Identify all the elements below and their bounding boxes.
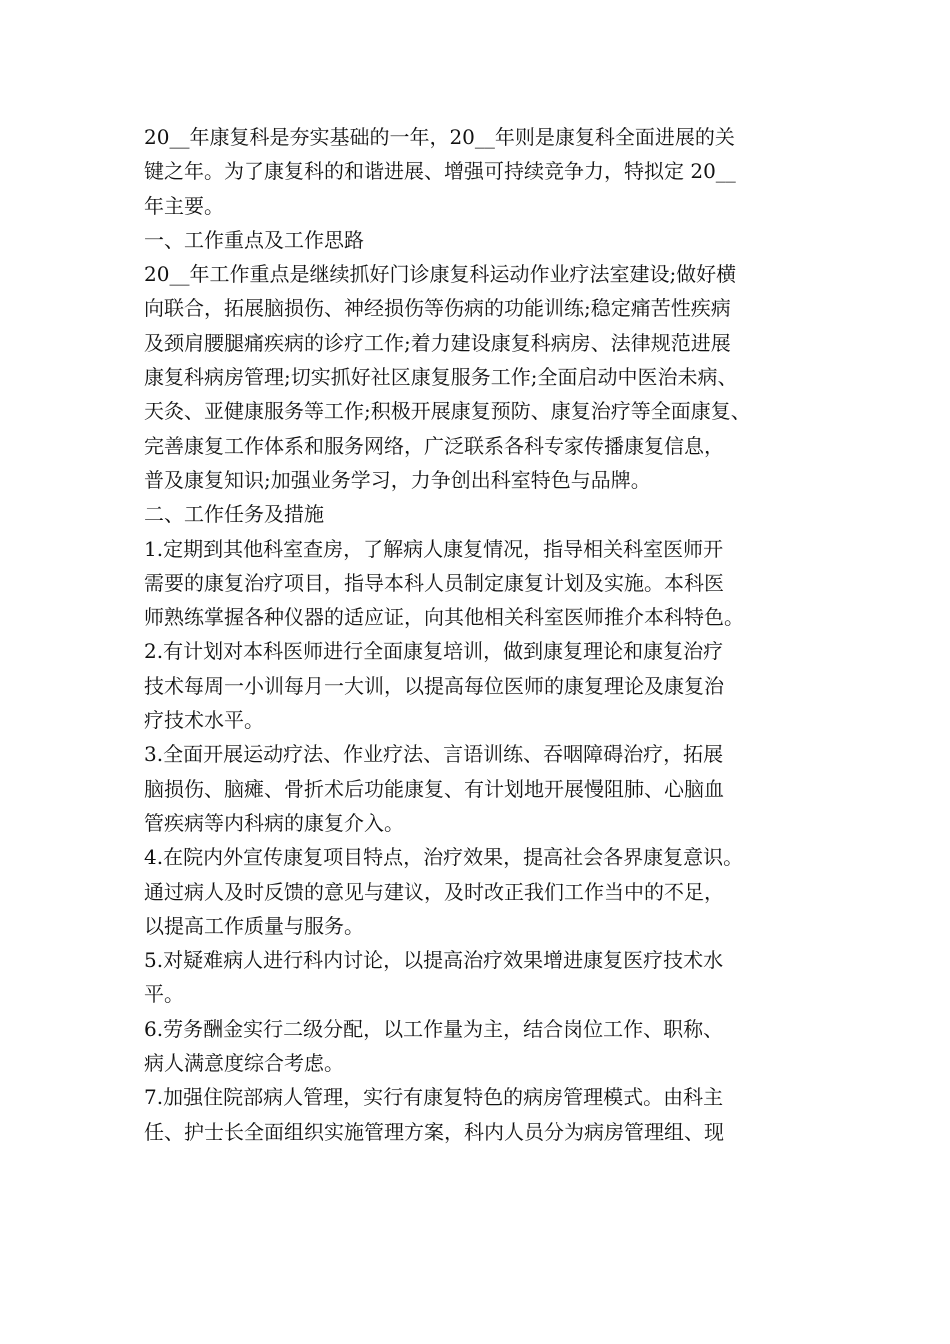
text-line: 疗技术水平。	[144, 708, 264, 733]
document-page	[144, 120, 834, 1149]
text-line: 20__年工作重点是继续抓好门诊康复科运动作业疗法室建设;做好横	[144, 262, 737, 287]
text-line: 技术每周一小训每月一大训，以提高每位医师的康复理论及康复治	[144, 673, 724, 698]
section-heading: 二、工作任务及措施	[144, 502, 324, 527]
text-line: 年主要。	[144, 193, 224, 218]
text-line: 需要的康复治疗项目，指导本科人员制定康复计划及实施。本科医	[144, 570, 724, 595]
text-line: 2.有计划对本科医师进行全面康复培训，做到康复理论和康复治疗	[144, 639, 724, 664]
text-line: 天灸、亚健康服务等工作;积极开展康复预防、康复治疗等全面康复、	[144, 399, 751, 424]
text-line: 1.定期到其他科室查房，了解病人康复情况，指导相关科室医师开	[144, 536, 724, 561]
text-line: 3.全面开展运动疗法、作业疗法、言语训练、吞咽障碍治疗，拓展	[144, 742, 724, 767]
text-line: 键之年。为了康复科的和谐进展、增强可持续竞争力，特拟定 20__	[144, 159, 736, 184]
text-line: 5.对疑难病人进行科内讨论，以提高治疗效果增进康复医疗技术水	[144, 948, 724, 973]
section-heading: 一、工作重点及工作思路	[144, 227, 364, 252]
text-line: 康复科病房管理;切实抓好社区康复服务工作;全面启动中医治未病、	[144, 365, 738, 390]
text-line: 普及康复知识;加强业务学习，力争创出科室特色与品牌。	[144, 467, 651, 492]
text-line: 向联合，拓展脑损伤、神经损伤等伤病的功能训练;稳定痛苦性疾病	[144, 296, 731, 321]
text-line: 以提高工作质量与服务。	[144, 913, 364, 938]
text-line: 平。	[144, 982, 184, 1007]
text-line: 管疾病等内科病的康复介入。	[144, 810, 404, 835]
text-line: 任、护士长全面组织实施管理方案，科内人员分为病房管理组、现	[144, 1119, 724, 1144]
text-line: 通过病人及时反馈的意见与建议，及时改正我们工作当中的不足，	[144, 879, 724, 904]
text-line: 师熟练掌握各种仪器的适应证，向其他相关科室医师推介本科特色。	[144, 605, 744, 630]
text-line: 病人满意度综合考虑。	[144, 1051, 344, 1076]
text-line: 20__年康复科是夯实基础的一年，20__年则是康复科全面进展的关	[144, 125, 735, 149]
text-line: 及颈肩腰腿痛疾病的诊疗工作;着力建设康复科病房、法律规范进展	[144, 330, 731, 355]
text-line: 4.在院内外宣传康复项目特点，治疗效果，提高社会各界康复意识。	[144, 845, 744, 870]
text-line: 完善康复工作体系和服务网络，广泛联系各科专家传播康复信息，	[144, 433, 724, 458]
text-line: 7.加强住院部病人管理，实行有康复特色的病房管理模式。由科主	[144, 1085, 724, 1110]
text-line: 6.劳务酬金实行二级分配，以工作量为主，结合岗位工作、职称、	[144, 1016, 724, 1041]
text-line: 脑损伤、脑瘫、骨折术后功能康复、有计划地开展慢阻肺、心脑血	[144, 776, 724, 801]
